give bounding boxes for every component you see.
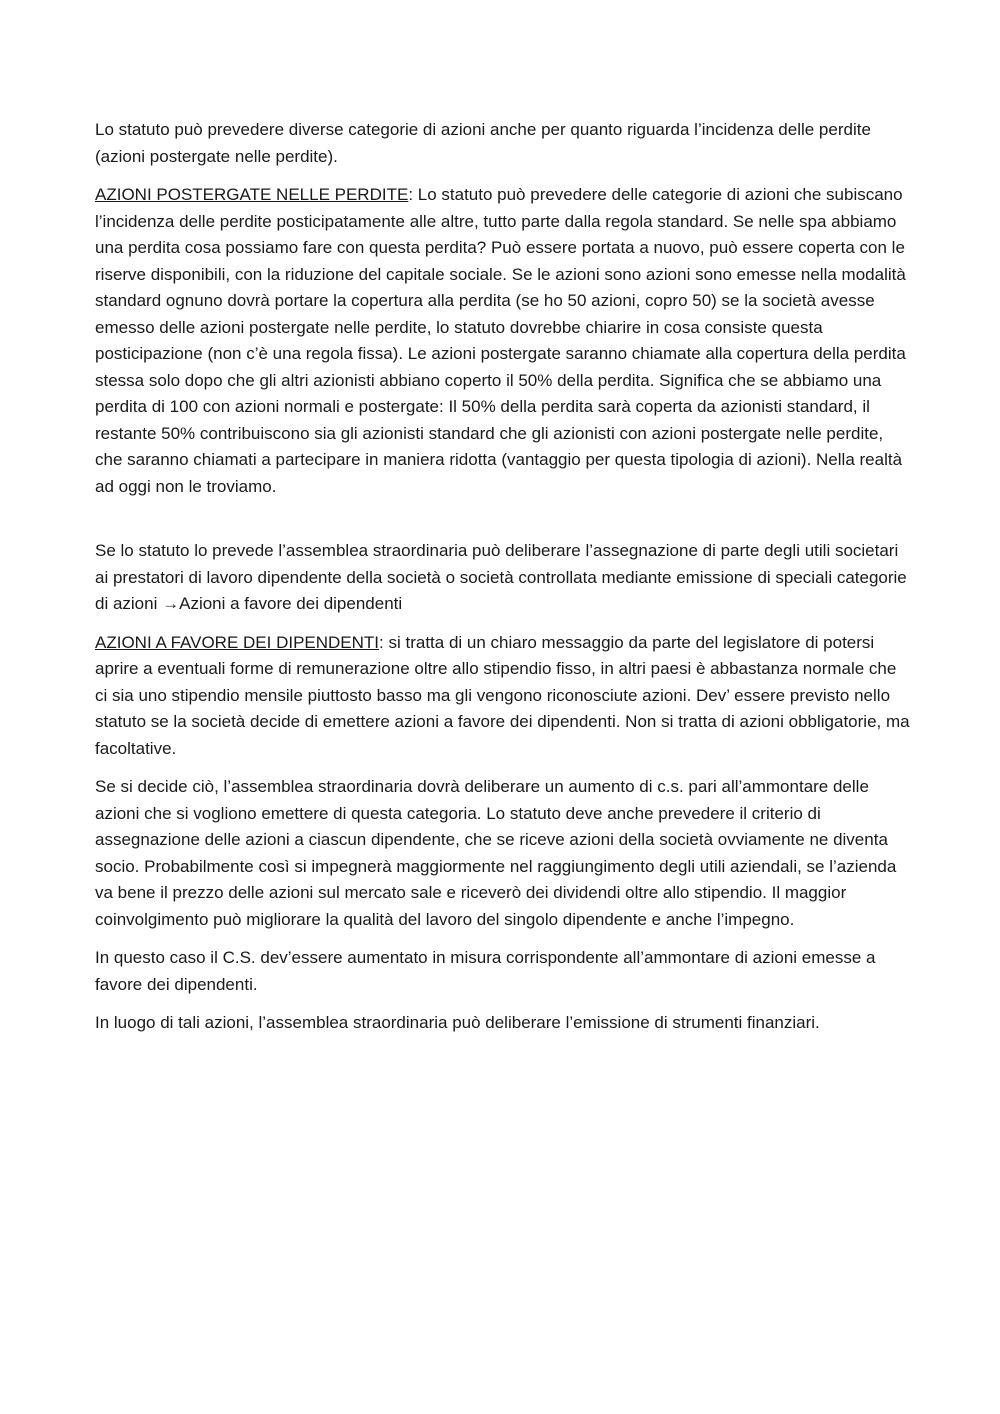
text-assegnazione-utili: Se lo statuto lo prevede l’assemblea straordinaria può deliberare l’assegnazione di parte degli utili societari ai prestatori di lavoro dipendente della società o società controllata mediante emissione di speciali categorie di azioni <box>95 541 907 613</box>
document-page <box>95 117 910 1049</box>
body-azioni-dipendenti: : si tratta di un chiaro messaggio da parte del legislatore di potersi aprire a eventuali forme di remunerazione oltre allo stipendio fisso, in altri paesi è abbastanza normale che ci sia uno stipendio mensile piuttosto basso ma gli vengono riconosciute azioni. Dev’ essere previsto nello statuto se la società decide di emettere azioni a favore dei dipendenti. Non si tratta di azioni obbligatorie, ma facoltative. <box>95 632 910 758</box>
paragraph-strumenti-finanziari: In luogo di tali azioni, l’assemblea straordinaria può deliberare l’emissione di strumenti finanziari. <box>95 1013 820 1032</box>
paragraph-intro: Lo statuto può prevedere diverse categorie di azioni anche per quanto riguarda l’incidenza delle perdite (azioni postergate nelle perdite). <box>95 120 871 166</box>
paragraph-assegnazione-utili <box>95 538 910 618</box>
body-azioni-postergate: : Lo statuto può prevedere delle categorie di azioni che subiscano l’incidenza delle perdite posticipatamente alle altre, tutto parte dalla regola standard. Se nelle spa abbiamo una perdita cosa possiamo fare con questa perdita? Può essere portata a nuovo, può essere coperta con le riserve disponibili, con la riduzione del capitale sociale. Se le azioni sono azioni sono emesse nella modalità standard ognuno dovrà portare la copertura alla perdita (se ho 50 azioni, copro 50) se la società avesse emesso delle azioni postergate nelle perdite, lo statuto dovrebbe chiarire in cosa consiste questa posticipazione (non c’è una regola fissa). Le azioni postergate saranno chiamate alla copertura della perdita stessa solo dopo che gli altri azionisti abbiano coperto il 50% della perdita. Significa che se abbiamo una perdita di 100 con azioni normali e postergate: Il 50% della perdita sarà coperta da azionisti standard, il restante 50% contribuiscono sia gli azionisti standard che gli azionisti con azioni postergate nelle perdite, che saranno chiamati a partecipare in maniera ridotta (vantaggio per questa tipologia di azioni). Nella realtà ad oggi non le troviamo. <box>95 185 906 496</box>
paragraph-cs-aumentato: In questo caso il C.S. dev’essere aumentato in misura corrispondente all’ammontare di azioni emesse a favore dei dipendenti. <box>95 948 876 994</box>
paragraph-azioni-postergate <box>95 182 910 500</box>
heading-azioni-dipendenti: AZIONI A FAVORE DEI DIPENDENTI <box>95 632 380 652</box>
text-azioni-dipendenti: Azioni a favore dei dipendenti <box>179 594 403 613</box>
paragraph-azioni-dipendenti <box>95 630 910 763</box>
heading-azioni-postergate: AZIONI POSTERGATE NELLE PERDITE <box>95 185 409 204</box>
arrow-icon: → <box>162 594 180 613</box>
paragraph-aumento-cs: Se si decide ciò, l’assemblea straordinaria dovrà deliberare un aumento di c.s. pari all’ammontare delle azioni che si vogliono emettere di questa categoria. Lo statuto deve anche prevedere il criterio di assegnazione delle azioni a ciascun dipendente, che se riceve azioni della società ovviamente ne diventa socio. Probabilmente così si impegnerà maggiormente nel raggiungimento degli utili aziendali, se l’azienda va bene il prezzo delle azioni sul mercato sale e riceverò dei dividendi oltre allo stipendio. Il maggior coinvolgimento può migliorare la qualità del lavoro del singolo dipendente e anche l’impegno. <box>95 777 897 929</box>
